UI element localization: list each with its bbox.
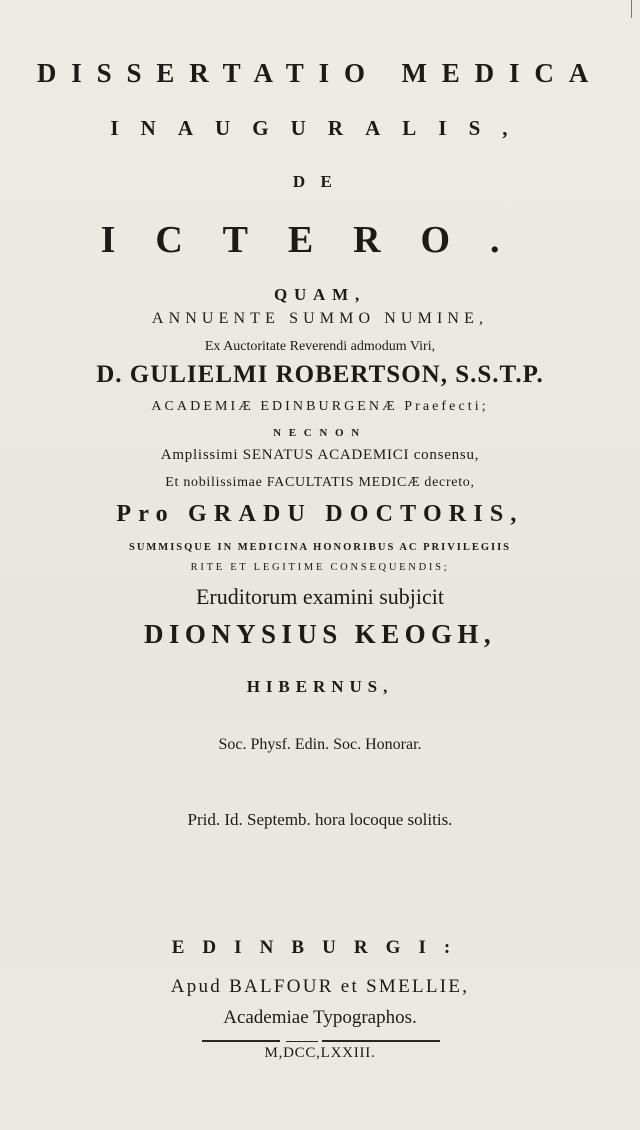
- rite-line: RITE ET LEGITIME CONSEQUENDIS;: [190, 562, 450, 573]
- author-name-line: DIONYSIUS KEOGH,: [144, 619, 496, 649]
- necnon-line: NECNON: [273, 427, 367, 439]
- hibernus-line: HIBERNUS,: [246, 677, 394, 696]
- amplissimi-line: Amplissimi SENATUS ACADEMICI consensu,: [160, 447, 480, 463]
- annuente-line: ANNUENTE SUMMO NUMINE,: [151, 310, 489, 327]
- soc-line: Soc. Physf. Edin. Soc. Honorar.: [218, 736, 422, 753]
- prid-line: Prid. Id. Septemb. hora locoque solitis.: [187, 810, 453, 829]
- academiae-line: ACADEMIÆ EDINBURGENÆ Praefecti;: [151, 399, 489, 414]
- edinburgi-line: EDINBURGI:: [171, 937, 469, 958]
- imprint-rule-middle: [286, 1041, 318, 1042]
- typographos-line: Academiae Typographos.: [223, 1007, 417, 1028]
- imprint-year-line: M,DCC,LXXIII.: [264, 1045, 376, 1061]
- quam-line: QUAM,: [273, 285, 367, 304]
- pro-gradu-line: Pro GRADU DOCTORIS,: [116, 501, 524, 527]
- title-line-dissertatio-medica: DISSERTATIO MEDICA: [36, 58, 604, 88]
- eruditorum-line: Eruditorum examini subjicit: [195, 584, 445, 609]
- nobilissimae-line: Et nobilissimae FACULTATIS MEDICÆ decreto,: [165, 475, 475, 490]
- summisque-line: SUMMISQUE IN MEDICINA HONORIBUS AC PRIVILEGIIS: [128, 542, 512, 553]
- title-subject-ictero: ICTERO.: [100, 219, 540, 261]
- imprint-rule-right: [322, 1040, 440, 1042]
- apud-line: Apud BALFOUR et SMELLIE,: [170, 976, 470, 997]
- imprint-rule-left: [202, 1040, 280, 1042]
- title-line-inauguralis: INAUGURALIS,: [110, 116, 530, 140]
- ex-auctoritate-line: Ex Auctoritate Reverendi admodum Viri,: [204, 339, 436, 354]
- title-line-de: DE: [292, 172, 348, 191]
- page-edge-mark: [631, 0, 632, 18]
- rector-name-line: D. GULIELMI ROBERTSON, S.S.T.P.: [96, 361, 544, 388]
